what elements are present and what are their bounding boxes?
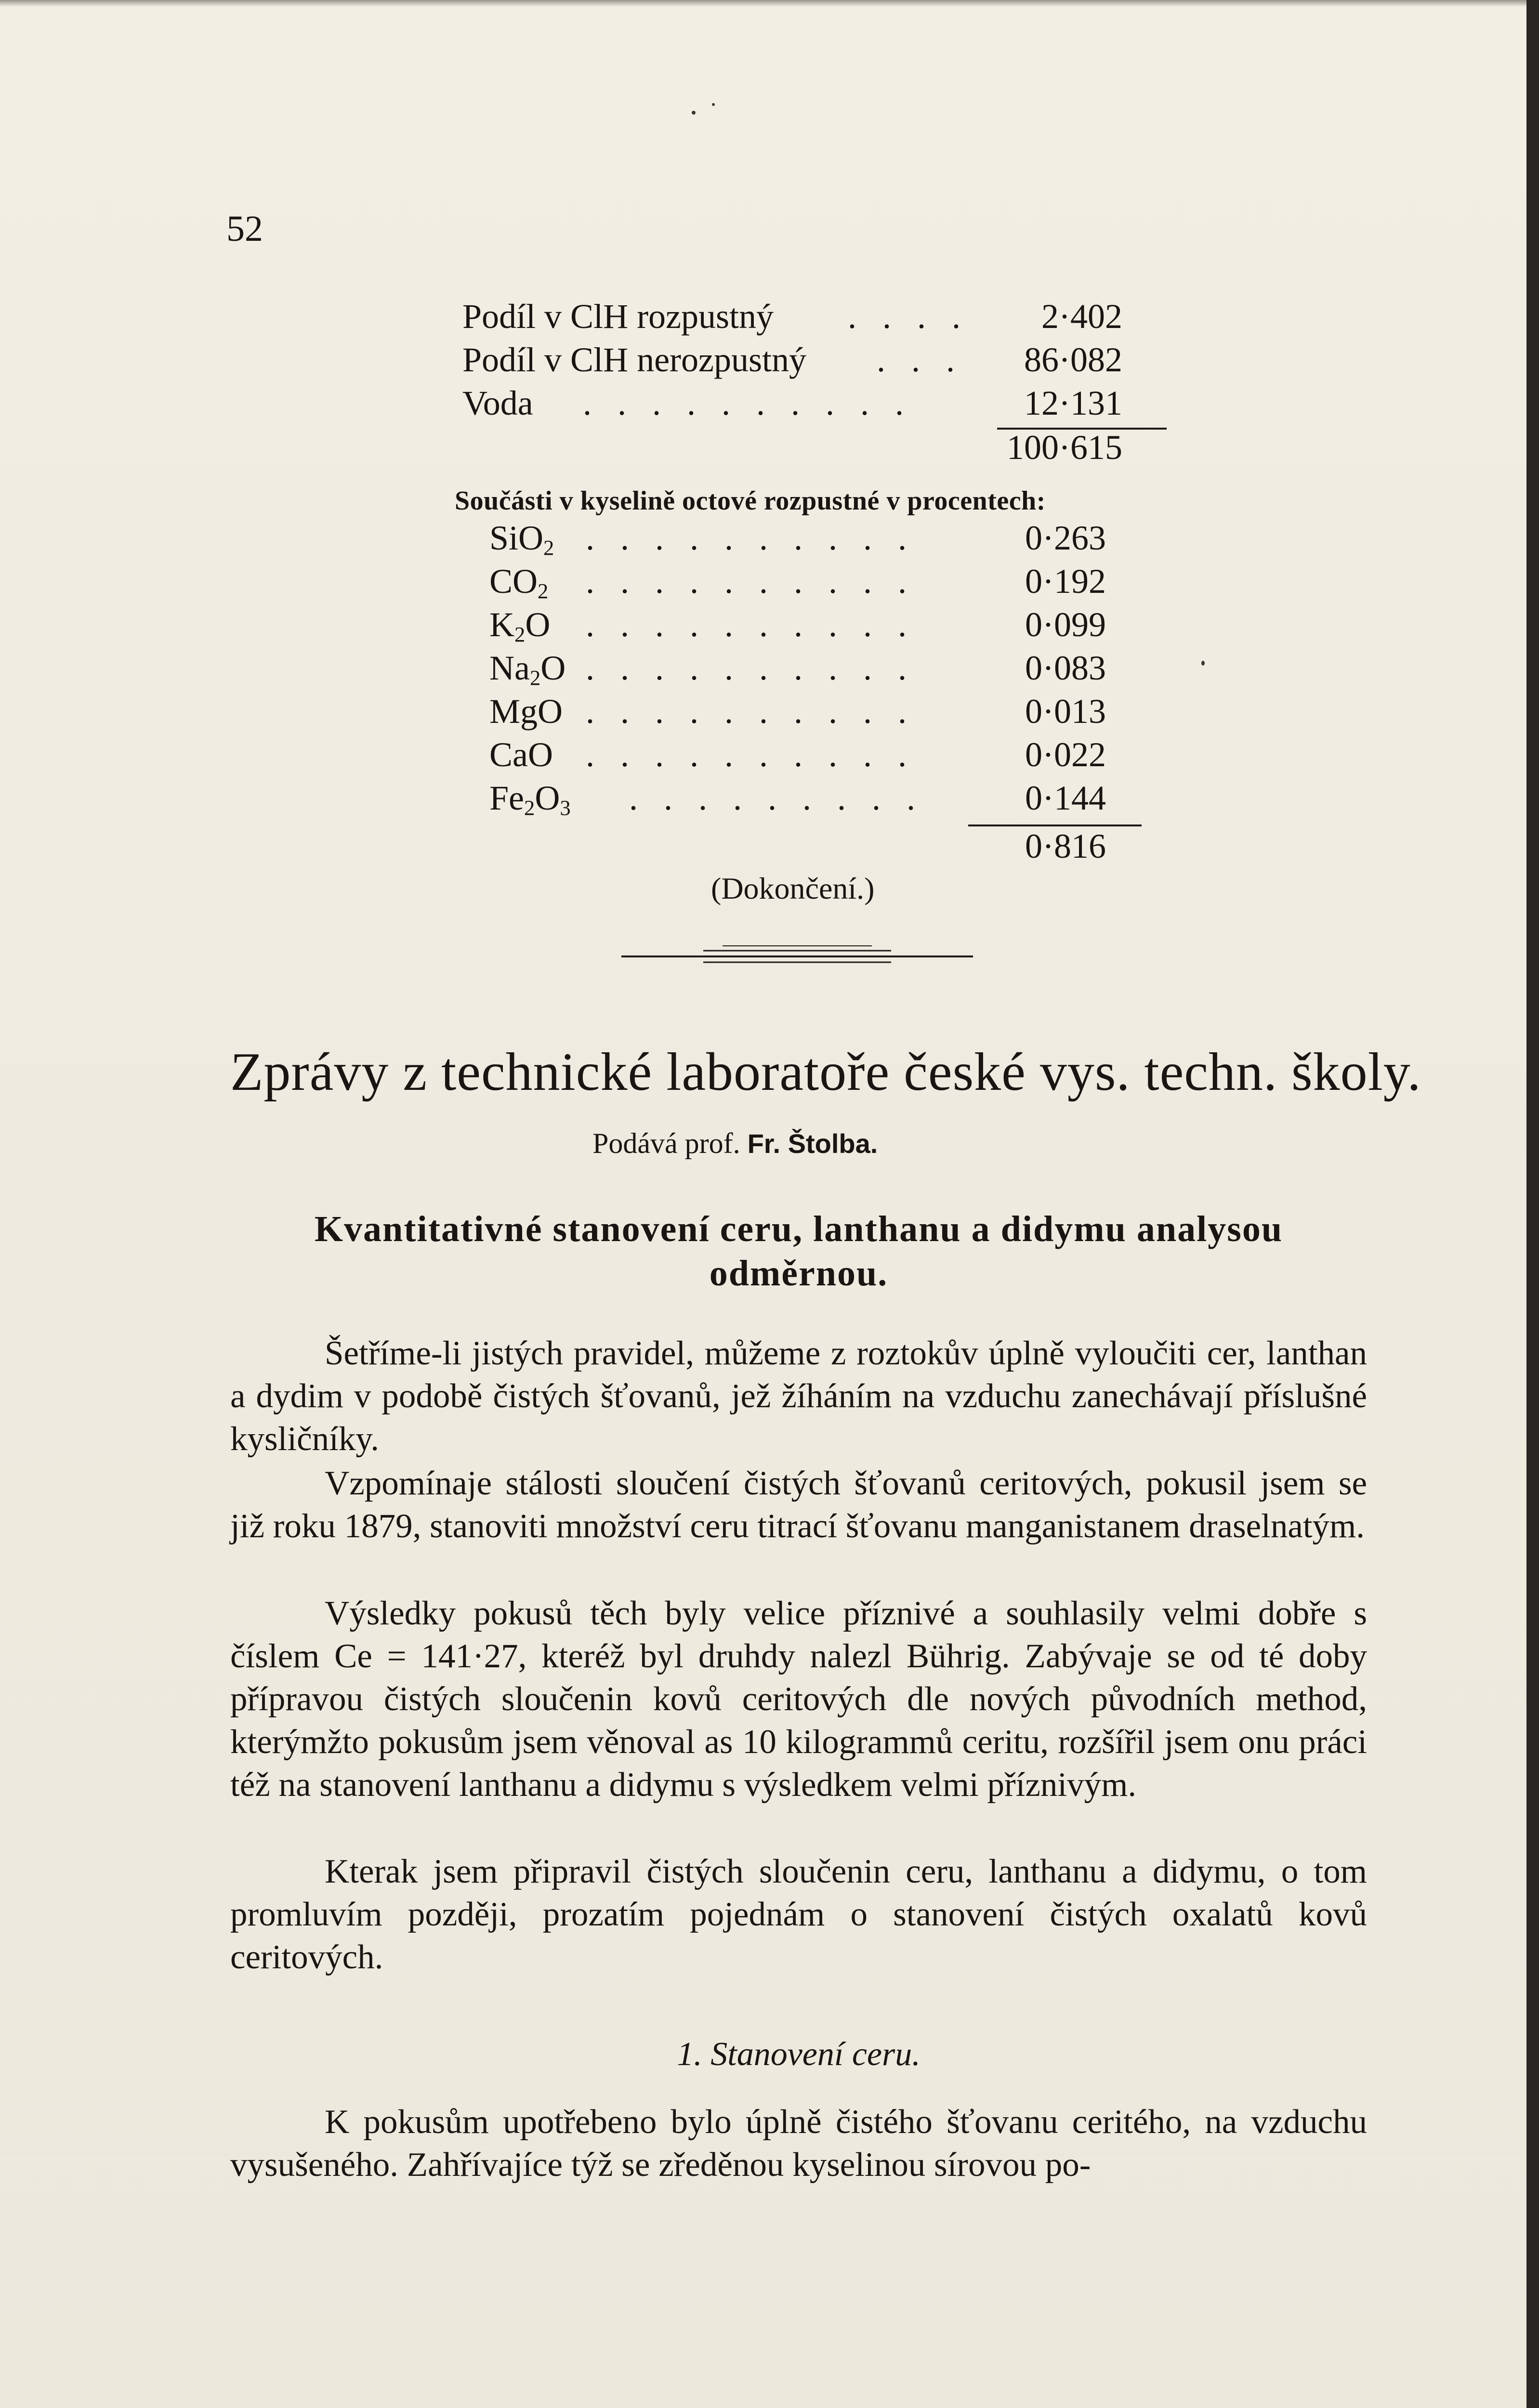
byline [592,1127,878,1160]
paragraph: K pokusům upotřebeno bylo úplně čistého šťovanu ceritého, na vzduchu vysušeného. Zahřívajíce týž se zředěnou kyselinou sírovou po- [230,2103,1367,2184]
leader-dots: . . . . . . . . . . [586,519,915,557]
total-value: 100·615 [1007,428,1122,467]
formula-rest: O [525,605,551,644]
row-value: 2·402 [1041,297,1122,336]
formula-subscript: 2 [524,796,535,820]
page-right-edge [1526,0,1539,2408]
paragraph: Šetříme-li jistých pravidel, můžeme z roztokův úplně vyloučiti cer, lanthan a dydim v podobě čistých šťovanů, jež žíháním na vzduchu zanechávají příslušné kysličníky. [230,1335,1367,1458]
leader-dots: . . . . . . . . . . [586,735,915,774]
section-subheading: 1. Stanovení ceru. [677,2036,921,2073]
formula-base: SiO [489,519,544,557]
scan-speck [1201,661,1205,666]
table-heading: Součásti v kyselině octové rozpustné v procentech: [455,486,1046,516]
row-label: Podíl v ClH nerozpustný [462,340,806,379]
row-value: 0·013 [1025,692,1106,731]
compound-formula [489,778,571,818]
page-number: 52 [226,209,263,249]
section-divider-ornament [621,942,973,971]
row-value: 0·263 [1025,519,1106,557]
scan-speck [692,111,696,115]
row-value: 86·082 [1024,340,1122,379]
leader-dots: . . . . [848,297,969,336]
row-label: Podíl v ClH rozpustný [462,297,774,336]
formula-subscript: 3 [560,796,571,820]
paragraph: Kterak jsem připravil čistých sloučenin ceru, lanthanu a didymu, o tom promluvím později, prozatím pojednám o stanovení čistých oxalatů kovů ceritových. [230,1853,1367,1976]
formula-subscript: 2 [543,536,554,560]
formula-rest: O [535,779,560,817]
continuation-note: (Dokončení.) [711,871,875,905]
compound-formula [489,562,548,602]
article-title: Kvantitativné stanovení ceru, lanthanu a didymu analysou odměrnou. [314,1209,1283,1294]
byline-author: Fr. Štolba. [747,1128,878,1159]
formula-base: Na [489,649,530,687]
row-value: 0·192 [1025,562,1106,601]
leader-dots: . . . . . . . . . . [583,384,912,422]
compound-formula [489,648,566,688]
paragraph: Vzpomínaje stálosti sloučení čistých šťovanů ceritových, pokusil jsem se již roku 1879, stanoviti množství ceru titrací šťovanu manganistanem draselnatým. [230,1465,1367,1545]
total-value: 0·816 [1025,827,1106,865]
row-value: 0·144 [1025,779,1106,817]
byline-prefix: Podává prof. [592,1127,740,1159]
row-value: 12·131 [1024,384,1122,422]
formula-subscript: 2 [538,579,549,603]
main-title: Zprávy z technické laboratoře české vys. techn. školy. [230,1042,1421,1102]
leader-dots: . . . . . . . . . . [586,605,915,644]
row-value: 0·083 [1025,649,1106,687]
compound-formula [489,605,550,645]
row-label: Voda [462,384,533,422]
formula-subscript: 2 [529,666,541,690]
leader-dots: . . . [877,340,963,379]
formula-rest: O [540,649,566,687]
compound-formula: CaO [489,735,553,774]
formula-base: Fe [489,779,524,817]
leader-dots: . . . . . . . . . . [586,649,915,687]
row-value: 0·099 [1025,605,1106,644]
compound-formula: MgO [489,692,563,731]
formula-base: CO [489,562,538,601]
leader-dots: . . . . . . . . . . [586,692,915,731]
scan-speck [712,103,715,106]
paragraph: Výsledky pokusů těch byly velice příznivé a souhlasily velmi dobře s číslem Ce = 141·27, kteréž byl druhdy nalezl Bührig. Zabývaje se od té doby přípravou čistých sloučenin kovů ceritových dle nových původních method, kterýmžto pokusům jsem věnoval as 10 kilogrammů ceritu, rozšířil jsem onu práci též na stanovení lanthanu a didymu s výsledkem velmi příznivým. [230,1595,1367,1804]
row-value: 0·022 [1025,735,1106,774]
formula-base: K [489,605,514,644]
leader-dots: . . . . . . . . . [629,779,924,817]
formula-subscript: 2 [514,622,526,647]
page-top-shadow [0,0,1539,7]
leader-dots: . . . . . . . . . . [586,562,915,601]
compound-formula [489,518,554,558]
